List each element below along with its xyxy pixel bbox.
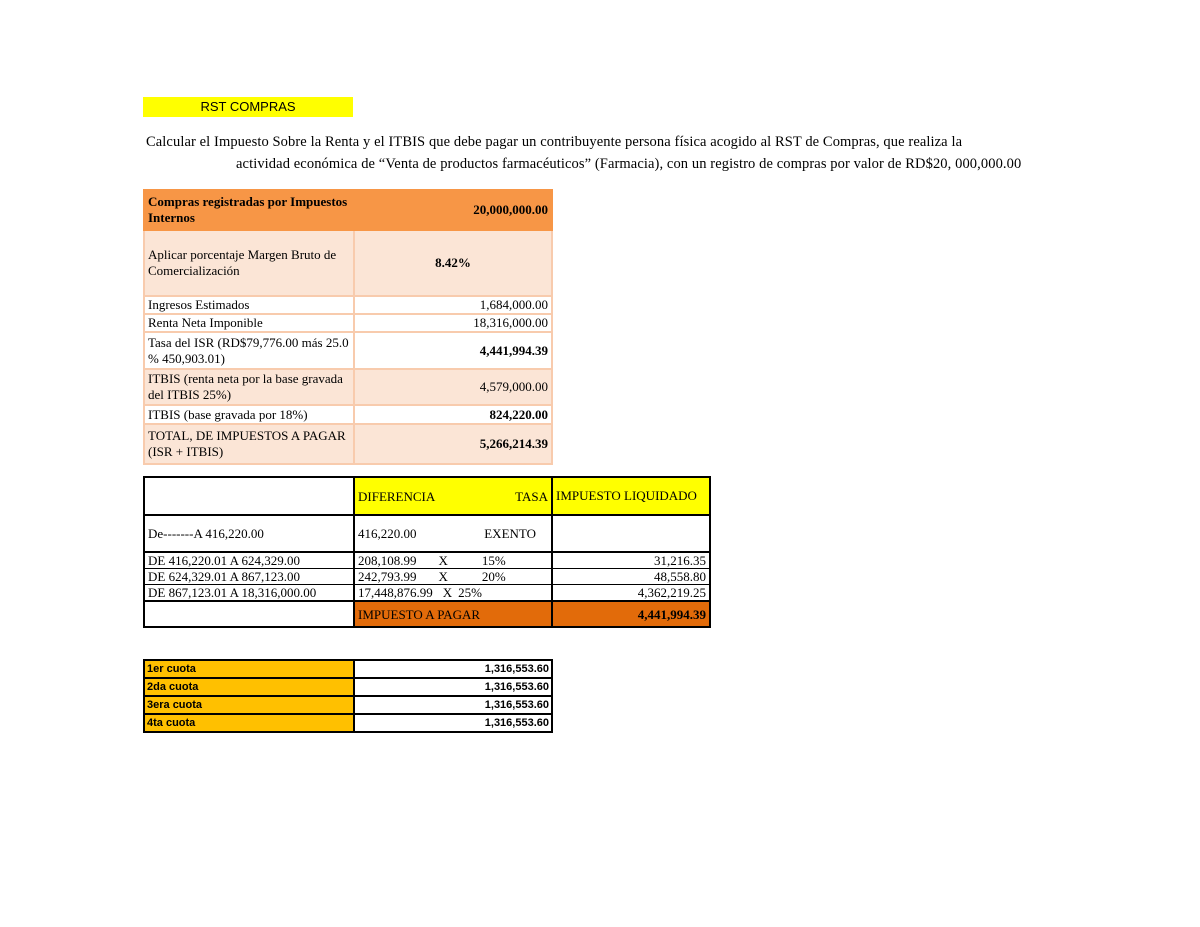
bracket-range: DE 867,123.01 A 18,316,000.00 <box>144 585 354 602</box>
header-impuesto-liquidado: IMPUESTO LIQUIDADO <box>552 477 710 515</box>
summary-header-label: Compras registradas por Impuestos Internos <box>144 190 354 230</box>
summary-row-label: Ingresos Estimados <box>144 296 354 314</box>
cuota-label: 4ta cuota <box>144 714 354 732</box>
bracket-rate: 15% <box>481 553 506 568</box>
summary-row <box>144 405 552 424</box>
summary-row-label: ITBIS (base gravada por 18%) <box>144 405 354 424</box>
bracket-row <box>144 585 710 602</box>
summary-total-label: TOTAL, DE IMPUESTOS A PAGAR (ISR + ITBIS) <box>144 424 354 464</box>
bracket-times: X <box>438 553 448 568</box>
bracket-range: De-------A 416,220.00 <box>144 515 354 552</box>
problem-statement-line-1: Calcular el Impuesto Sobre la Renta y el ITBIS que debe pagar un contribuyente persona física acogido al RST de Compras, que realiza la <box>146 134 963 150</box>
sheet-title: RST COMPRAS <box>143 97 353 117</box>
bracket-row <box>144 552 710 569</box>
bracket-header-row <box>144 477 710 515</box>
bracket-total-label: IMPUESTO A PAGAR <box>354 601 552 627</box>
summary-row-value: 1,684,000.00 <box>354 296 552 314</box>
summary-row-label: Renta Neta Imponible <box>144 314 354 332</box>
bracket-diff <box>354 569 552 585</box>
cuota-label: 1er cuota <box>144 660 354 678</box>
bracket-header-empty <box>144 477 354 515</box>
cuota-value: 1,316,553.60 <box>354 678 552 696</box>
summary-table <box>143 189 553 465</box>
summary-row-label: ITBIS (renta neta por la base gravada del ITBIS 25%) <box>144 369 354 405</box>
summary-row-label: Tasa del ISR (RD$79,776.00 más 25.0 % 450,903.01) <box>144 332 354 369</box>
summary-row-value: 18,316,000.00 <box>354 314 552 332</box>
bracket-rate: 25% <box>458 585 482 600</box>
bracket-diff-value: 242,793.99 <box>358 569 417 584</box>
summary-total-value: 5,266,214.39 <box>354 424 552 464</box>
cuota-value: 1,316,553.60 <box>354 660 552 678</box>
bracket-total-row <box>144 601 710 627</box>
cuotas-table <box>143 659 553 733</box>
cuota-label: 3era cuota <box>144 696 354 714</box>
bracket-range: DE 416,220.01 A 624,329.00 <box>144 552 354 569</box>
bracket-times: X <box>438 569 448 584</box>
summary-row <box>144 369 552 405</box>
bracket-rate: 20% <box>481 569 506 584</box>
bracket-diff-value: 416,220.00 <box>358 526 417 541</box>
problem-statement-line-2: actividad económica de “Venta de productos farmacéuticos” (Farmacia), con un registro de compras por valor de RD$20, 000,000.00 <box>236 156 1022 172</box>
summary-row <box>144 230 552 296</box>
bracket-row <box>144 569 710 585</box>
summary-row <box>144 332 552 369</box>
bracket-range: DE 624,329.01 A 867,123.00 <box>144 569 354 585</box>
bracket-rate: EXENTO <box>484 526 536 541</box>
cuota-row <box>144 714 552 732</box>
summary-header-row <box>144 190 552 230</box>
header-tasa: TASA <box>515 488 548 504</box>
cuota-row <box>144 678 552 696</box>
isr-bracket-table <box>143 476 711 628</box>
bracket-diff-value: 208,108.99 <box>358 553 417 568</box>
bracket-total-empty <box>144 601 354 627</box>
bracket-tax: 4,362,219.25 <box>552 585 710 602</box>
summary-row <box>144 296 552 314</box>
bracket-diff <box>354 515 552 552</box>
summary-row-value: 4,579,000.00 <box>354 369 552 405</box>
bracket-tax: 31,216.35 <box>552 552 710 569</box>
bracket-tax <box>552 515 710 552</box>
header-diferencia: DIFERENCIA <box>358 488 436 504</box>
summary-header-value: 20,000,000.00 <box>354 190 552 230</box>
bracket-diff-value: 17,448,876.99 <box>358 585 433 600</box>
bracket-diff <box>354 552 552 569</box>
summary-total-row <box>144 424 552 464</box>
bracket-times: X <box>442 585 453 600</box>
cuota-row <box>144 660 552 678</box>
bracket-row <box>144 515 710 552</box>
bracket-total-value: 4,441,994.39 <box>552 601 710 627</box>
cuota-label: 2da cuota <box>144 678 354 696</box>
summary-row-value: 824,220.00 <box>354 405 552 424</box>
bracket-header-diff-rate <box>354 477 552 515</box>
summary-row-value: 8.42% <box>354 230 552 296</box>
cuota-value: 1,316,553.60 <box>354 696 552 714</box>
summary-row <box>144 314 552 332</box>
cuota-row <box>144 696 552 714</box>
summary-row-value: 4,441,994.39 <box>354 332 552 369</box>
bracket-diff <box>354 585 552 602</box>
bracket-tax: 48,558.80 <box>552 569 710 585</box>
summary-row-label: Aplicar porcentaje Margen Bruto de Comercialización <box>144 230 354 296</box>
cuota-value: 1,316,553.60 <box>354 714 552 732</box>
